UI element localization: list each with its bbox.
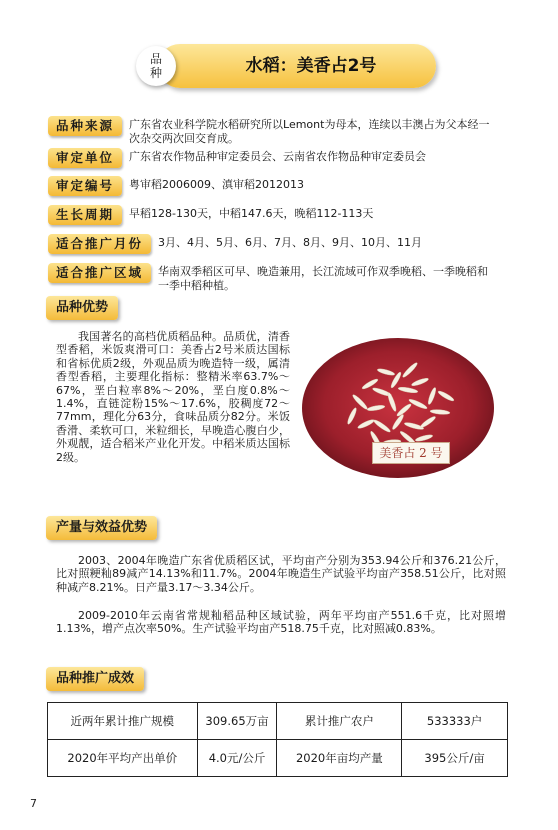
section-heading-yield: 产量与效益优势 [46,516,157,540]
table-cell: 近两年累计推广规模 [48,703,198,740]
info-label-promotion-region: 适合推广区域 [48,263,151,283]
advantages-paragraph: 我国著名的高档优质稻品种。品质优，清香型香稻，米饭爽滑可口：美香占2号米质达国标和省标优质2级，外观品质为晚造特一级，属清香型香稻，主要理化指标：整精米率63.7%～67%，垩白粒率8%～20%，垩白度0.8%～1.4%，直链淀粉15%～17.6%，胶稠度72～77mm，理化分63分，食味品质分82分。米饭香滑、柔软可口，米粒细长，早晚造心腹白少，外观靓，适合稻米产业化开发。中稻米质达国标2级。 [56,330,290,464]
info-row-approval-unit [48,148,508,168]
page-number: 7 [30,797,37,810]
table-cell: 4.0元/公斤 [197,740,277,777]
photo-caption-label: 美香占 2 号 [372,442,450,464]
info-value-growth-cycle: 早稻128-130天，中稻147.6天，晚稻112-113天 [129,207,374,220]
table-cell: 395公斤/亩 [402,740,508,777]
promotion-results-table [47,702,508,777]
table-row [48,703,508,740]
info-row-source [48,116,496,146]
info-value-approval-unit: 广东省农作物品种审定委员会、云南省农作物品种审定委员会 [129,150,427,163]
info-label-approval-number: 审定编号 [48,176,122,196]
table-cell: 累计推广农户 [277,703,402,740]
section-heading-results: 品种推广成效 [46,667,144,691]
info-label-promotion-months: 适合推广月份 [48,234,151,254]
table-cell: 2020年亩均产量 [277,740,402,777]
info-value-promotion-region: 华南双季稻区可早、晚造兼用，长江流域可作双季晚稻、一季晚稻和一季中稻种植。 [158,265,489,292]
info-label-source: 品种来源 [48,116,122,136]
variety-tag-line1: 品 [149,52,162,66]
table-cell: 533333户 [402,703,508,740]
variety-title-banner [136,44,436,90]
info-value-approval-number: 粤审稻2006009、滇审稻2012013 [129,178,304,191]
info-row-growth-cycle [48,205,508,225]
info-row-promotion-months [48,234,508,254]
info-label-growth-cycle: 生长周期 [48,205,122,225]
table-cell: 309.65万亩 [197,703,277,740]
info-row-approval-number [48,176,508,196]
variety-tag-line2: 种 [149,66,162,80]
info-value-source: 广东省农业科学院水稻研究所以Lemont为母本，连续以丰澳占为父本经一次杂交两次回交育成。 [129,118,490,145]
section-heading-advantages: 品种优势 [46,296,118,320]
info-row-promotion-region [48,263,496,293]
yield-paragraph-1: 2003、2004年晚造广东省优质稻区试，平均亩产分别为353.94公斤和376.21公斤，比对照粳籼89减产14.13%和11.7%。2004年晚造生产试验平均亩产358.51公斤，比对照种减产8.21%。日产量3.17～3.34公斤。 [56,554,506,594]
table-cell: 2020年平均产出单价 [48,740,198,777]
variety-tag-badge [136,46,176,86]
page-title: 水稻：美香占2号 [245,56,377,76]
info-label-approval-unit: 审定单位 [48,148,122,168]
table-row [48,740,508,777]
info-value-promotion-months: 3月、4月、5月、6月、7月、8月、9月、10月、11月 [158,236,422,249]
yield-paragraph-2: 2009-2010年云南省常规籼稻品种区域试验，两年平均亩产551.6千克，比对照增1.13%，增产点次率50%。生产试验平均亩产518.75千克，比对照减0.83%。 [56,609,506,636]
